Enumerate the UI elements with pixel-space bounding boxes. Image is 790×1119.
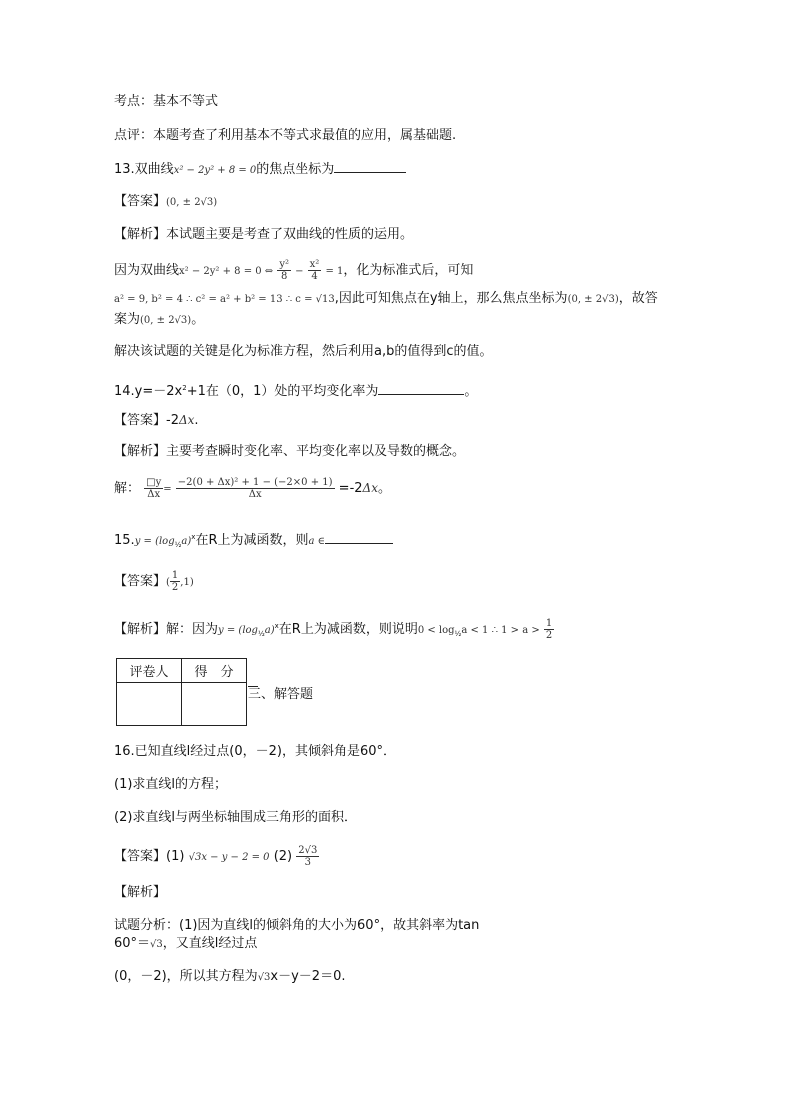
q13-s2-suffix: ，故答: [618, 291, 658, 306]
q15-ineq: 0 < log: [417, 625, 455, 636]
q13-s1-text: 因为双曲线: [114, 263, 180, 278]
q13-s1-suffix: ，化为标准式后，可知: [343, 263, 474, 278]
frac-den: 4: [311, 271, 318, 282]
q14-analysis-text: 主要考查瞬时变化率、平均变化率以及导数的概念。: [166, 444, 466, 459]
q13-s2-point: (0, ± 2√3): [567, 294, 619, 305]
q14-sol-label: 解：: [114, 481, 141, 496]
q16-an-b: 60°＝: [114, 936, 151, 951]
frac-num: 1: [171, 570, 179, 581]
q13-solution-line1: [114, 259, 473, 282]
question-13: [114, 160, 406, 180]
q14-analysis: [114, 443, 465, 461]
q14-frac-main: [176, 477, 335, 500]
q15-a-in: a ∈: [308, 536, 326, 547]
table-header-score: 得 分: [182, 659, 247, 683]
q14-answer-value: -2: [166, 413, 179, 428]
q16-part1: (1)求直线l的方程；: [114, 777, 228, 792]
q14-answer-end: .: [194, 413, 199, 428]
q13-minus: −: [295, 266, 304, 277]
q13-solution-line4: 解决该试题的关键是化为标准方程，然后利用a,b的值得到c的值。: [114, 344, 493, 359]
frac-den: 8: [280, 271, 288, 282]
table-cell-grader: [117, 683, 182, 726]
q16-an-c: (0，－2)，所以其方程为: [114, 969, 258, 984]
q15-sol-expr2: a): [264, 625, 275, 636]
q14-result-end: 。: [377, 481, 391, 496]
frac-den: 2: [171, 582, 179, 593]
q15-ineq-base: ½: [454, 630, 462, 638]
q13-equation: x² − 2y² + 8 = 0: [173, 165, 257, 176]
q15-ans-paren: (: [166, 577, 170, 588]
frac-den: Δx: [248, 489, 262, 500]
q13-prefix: 13.双曲线: [114, 162, 174, 177]
q13-answer-value: (0, ± 2√3): [166, 197, 218, 208]
analysis-tag: 【解析】: [114, 622, 167, 637]
kaodian-line: 考点：基本不等式: [114, 94, 219, 109]
question-15: [114, 528, 393, 554]
frac-num: y²: [279, 259, 289, 270]
q14-text: +1在（0，1）处的平均变化率为: [186, 384, 379, 399]
question-16: 16.已知直线l经过点(0，－2)，其倾斜角是60°．: [114, 744, 397, 759]
answer-tag: 【答案】: [114, 413, 167, 428]
q16-sqrt3-b: √3: [257, 972, 271, 983]
q13-eq: = 1: [325, 266, 344, 277]
frac-num: 1: [545, 618, 553, 629]
q16-ans2-frac: [296, 845, 319, 868]
frac-den: 3: [304, 857, 311, 868]
frac-num: 2√3: [298, 845, 318, 856]
q16-sqrt3: √3: [150, 939, 163, 950]
q15-sol-text2: 在R上为减函数，则说明: [278, 622, 418, 637]
q13-blank: [334, 160, 406, 173]
q16-part2: (2)求直线l与两坐标轴围成三角形的面积．: [114, 810, 358, 825]
q13-s3-suffix: 。: [191, 312, 205, 327]
q15-exponent: x: [191, 533, 196, 541]
q14-frac-dy-dx: [144, 477, 163, 500]
q16-ans2-label: (2): [273, 849, 293, 864]
q15-sol-base: ½: [257, 630, 265, 638]
q16-ans1-expr: √3x − y − 2 = 0: [188, 852, 270, 863]
q16-an-c3: x－y－2＝0.: [270, 969, 346, 984]
table-cell-score: [182, 683, 247, 726]
q14-answer: [114, 411, 199, 430]
q14-end: 。: [464, 384, 478, 399]
q15-ineq2: a < 1 ∴ 1 > a >: [461, 625, 540, 636]
q13-s1-expr: x² − 2y² + 8 = 0 ⇔: [179, 266, 274, 277]
frac-num: x²: [309, 259, 320, 270]
q13-s3-text: 案为: [114, 312, 141, 327]
q16-analysis-line3: [114, 968, 345, 987]
q13-analysis: [114, 226, 413, 244]
q13-s3-point: (0, ± 2√3): [140, 315, 192, 326]
analysis-tag: 【解析】: [114, 227, 167, 242]
q13-s2-text: ,因此可知焦点在y轴上，那么焦点坐标为: [334, 291, 568, 306]
q13-solution-line2: [114, 290, 658, 309]
score-table: [116, 658, 247, 726]
q13-frac-x: [308, 259, 322, 282]
section-title: 三、解答题: [248, 687, 314, 702]
q15-expr2: a): [181, 536, 192, 547]
q15-answer: [114, 570, 194, 593]
frac-num: −2(0 + Δx)² + 1 − (−2×0 + 1): [177, 477, 333, 488]
q15-text: 在R上为减函数，则: [195, 533, 309, 548]
q14-result: =-2: [338, 481, 363, 496]
q15-sol-frac: [544, 618, 554, 641]
q13-suffix: 的焦点坐标为: [256, 162, 335, 177]
frac-den: 2: [545, 630, 553, 641]
frac-den: Δx: [147, 489, 161, 500]
q15-expr: y = (log: [134, 536, 175, 547]
q15-sol-exp: x: [274, 622, 279, 630]
q15-log-base: ½: [174, 541, 182, 549]
q13-answer: [114, 193, 217, 212]
q14-prefix: 14.y=－2x: [114, 384, 183, 399]
q16-analysis-line2: [114, 935, 257, 954]
q16-an-b3: ，又直线l经过点: [162, 936, 258, 951]
q13-frac-y: [277, 259, 291, 282]
q14-superscript: 2: [182, 384, 187, 392]
answer-tag: 【答案】: [114, 849, 167, 864]
q13-solution-line3: [114, 311, 204, 330]
q16-analysis: 【解析】: [114, 885, 167, 900]
q14-blank: [378, 382, 464, 395]
q14-result-dx: Δx: [362, 481, 378, 495]
q16-analysis-line1: 试题分析：(1)因为直线l的倾斜角的大小为60°，故其斜率为tan: [114, 918, 480, 933]
q14-answer-dx: Δx: [178, 413, 195, 427]
q14-eq: =: [163, 484, 172, 495]
q16-ans1-label: (1): [166, 849, 185, 864]
q16-answer: [114, 845, 319, 868]
q15-sol-expr: y = (log: [218, 625, 258, 636]
q15-ans-rest: ,1): [180, 577, 194, 588]
table-header-grader: 评卷人: [117, 659, 182, 683]
q15-analysis: [114, 617, 554, 643]
q15-prefix: 15.: [114, 533, 135, 548]
analysis-tag: 【解析】: [114, 444, 167, 459]
q15-ans-frac: [170, 570, 180, 593]
q14-solution: [114, 477, 391, 500]
q15-blank: [325, 531, 393, 544]
q13-analysis-text: 本试题主要是考查了双曲线的性质的运用。: [166, 227, 414, 242]
answer-tag: 【答案】: [114, 194, 167, 209]
dianping-line: 点评：本题考查了利用基本不等式求最值的应用，属基础题.: [114, 128, 457, 143]
question-14: [114, 379, 477, 401]
frac-num: □y: [146, 477, 162, 488]
q15-sol-text: 解：因为: [166, 622, 219, 637]
answer-tag: 【答案】: [114, 574, 167, 589]
q13-s2-expr: a² = 9, b² = 4 ∴ c² = a² + b² = 13 ∴ c = √13: [114, 294, 335, 305]
